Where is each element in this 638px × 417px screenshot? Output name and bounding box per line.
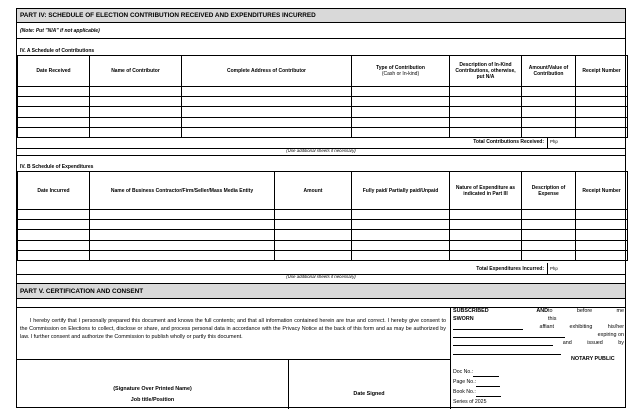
table-cell[interactable]	[352, 230, 450, 240]
job-title-label: Job title/Position	[130, 397, 175, 403]
table-cell[interactable]	[18, 127, 90, 137]
page-no-label: Page No.:	[453, 379, 477, 385]
col-contribution-receipt: Receipt Number	[576, 56, 628, 87]
contributions-total-prefix: Php	[550, 139, 558, 144]
table-cell[interactable]	[352, 97, 450, 107]
table-cell[interactable]	[522, 220, 576, 230]
col-contributor-name: Name of Contributor	[90, 56, 182, 87]
col-contribution-type: Type of Contribution (Cash or In-kind)	[352, 56, 450, 87]
table-cell[interactable]	[522, 240, 576, 250]
table-cell[interactable]	[18, 97, 90, 107]
table-cell[interactable]	[450, 97, 522, 107]
table-cell[interactable]	[18, 87, 90, 97]
table-row	[18, 107, 628, 117]
table-cell[interactable]	[352, 117, 450, 127]
table-cell[interactable]	[450, 220, 522, 230]
table-cell[interactable]	[275, 240, 352, 250]
table-cell[interactable]	[352, 240, 450, 250]
table-cell[interactable]	[90, 117, 182, 127]
expenditures-total-row	[17, 263, 625, 274]
table-cell[interactable]	[18, 210, 90, 220]
part4-note: (Note: Put "N/A" if not applicable)	[20, 28, 100, 34]
table-cell[interactable]	[450, 240, 522, 250]
table-cell[interactable]	[182, 97, 352, 107]
col-date-incurred: Date Incurred	[18, 172, 90, 210]
col-expense-receipt: Receipt Number	[576, 172, 628, 210]
doc-no-line[interactable]	[473, 370, 499, 377]
col-business-name: Name of Business Contractor/Firm/Seller/Mass Media Entity	[90, 172, 275, 210]
table-cell[interactable]	[18, 220, 90, 230]
contributions-table	[17, 55, 628, 138]
docket-block	[453, 367, 501, 407]
affiant-line[interactable]	[453, 323, 523, 330]
subscribed-rest: to before me this	[548, 308, 624, 322]
table-cell[interactable]	[90, 230, 275, 240]
col-payment-status: Fully paid/ Partially paid/Unpaid	[352, 172, 450, 210]
table-cell[interactable]	[450, 127, 522, 137]
table-cell[interactable]	[450, 210, 522, 220]
col-expense-amount: Amount	[275, 172, 352, 210]
part4-title: PART IV: SCHEDULE OF ELECTION CONTRIBUTION RECEIVED AND EXPENDITURES INCURRED	[20, 12, 316, 19]
table-cell[interactable]	[522, 97, 576, 107]
doc-no-label: Doc No.:	[453, 369, 474, 375]
expiry-line[interactable]	[453, 339, 553, 346]
col-contributor-address: Complete Address of Contributor	[182, 56, 352, 87]
section-a-title: IV. A Schedule of Contributions	[20, 48, 95, 54]
table-cell[interactable]	[90, 87, 182, 97]
table-row	[18, 230, 628, 240]
table-cell[interactable]	[352, 250, 450, 260]
table-cell[interactable]	[576, 230, 628, 240]
expenditures-total-prefix: Php	[550, 266, 558, 271]
table-cell[interactable]	[18, 240, 90, 250]
col-date-received: Date Received	[18, 56, 90, 87]
table-cell[interactable]	[90, 240, 275, 250]
divider	[288, 359, 289, 409]
table-cell[interactable]	[522, 107, 576, 117]
table-row	[18, 220, 628, 230]
table-cell[interactable]	[576, 117, 628, 127]
signature-label: (Signature Over Printed Name)	[113, 386, 192, 392]
notary-public-label: NOTARY PUBLIC	[571, 356, 615, 362]
col-expenditure-nature: Nature of Expenditure as indicated in Part III	[450, 172, 522, 210]
table-cell[interactable]	[352, 210, 450, 220]
table-cell[interactable]	[576, 97, 628, 107]
table-cell[interactable]	[90, 250, 275, 260]
contributions-header-row	[18, 56, 628, 87]
book-no-line[interactable]	[476, 390, 501, 397]
divider	[450, 307, 451, 409]
contributions-total-label: Total Contributions Received:	[473, 139, 544, 145]
issuer-line[interactable]	[453, 348, 561, 355]
table-cell[interactable]	[275, 250, 352, 260]
table-cell[interactable]	[522, 117, 576, 127]
part5-title: PART V. CERTIFICATION AND CONSENT	[20, 287, 144, 295]
table-cell[interactable]	[450, 230, 522, 240]
divider	[547, 137, 548, 148]
table-cell[interactable]	[90, 107, 182, 117]
table-row	[18, 97, 628, 107]
expenditures-additional-note: (Use additional sheets if necessary)	[286, 274, 356, 279]
expiring-text: expiring on	[597, 332, 624, 338]
table-cell[interactable]	[182, 87, 352, 97]
table-cell[interactable]	[576, 210, 628, 220]
divider	[547, 263, 548, 274]
table-cell[interactable]	[90, 210, 275, 220]
table-cell[interactable]	[450, 107, 522, 117]
divider	[17, 38, 625, 39]
table-cell[interactable]	[576, 87, 628, 97]
table-cell[interactable]	[450, 250, 522, 260]
table-cell[interactable]	[576, 250, 628, 260]
table-cell[interactable]	[275, 210, 352, 220]
table-row	[18, 210, 628, 220]
expenditures-table	[17, 171, 628, 261]
book-no-label: Book No.:	[453, 389, 476, 395]
table-cell[interactable]	[450, 117, 522, 127]
table-cell[interactable]	[352, 220, 450, 230]
form-frame	[16, 8, 626, 408]
table-cell[interactable]	[182, 127, 352, 137]
table-cell[interactable]	[18, 107, 90, 117]
id-line[interactable]	[453, 331, 565, 338]
expenditures-total-label: Total Expenditures Incurred:	[476, 266, 544, 272]
table-cell[interactable]	[522, 250, 576, 260]
col-contribution-amount: Amount/Value of Contribution	[522, 56, 576, 87]
table-cell[interactable]	[576, 107, 628, 117]
table-row	[18, 87, 628, 97]
table-row	[18, 250, 628, 260]
date-signed-label: Date Signed	[353, 391, 385, 397]
table-cell[interactable]	[18, 250, 90, 260]
contributions-additional-note: (Use additional sheets if necessary)	[286, 148, 356, 153]
col-inkind-description: Description of In-Kind Contributions, otherwise, put N/A	[450, 56, 522, 87]
notary-block	[453, 307, 624, 355]
subscribed-label: SUBSCRIBED AND SWORN	[453, 308, 549, 322]
table-cell[interactable]	[576, 240, 628, 250]
table-cell[interactable]	[18, 230, 90, 240]
table-cell[interactable]	[182, 117, 352, 127]
contributions-total-row	[17, 137, 625, 148]
table-row	[18, 240, 628, 250]
table-cell[interactable]	[522, 230, 576, 240]
table-cell[interactable]	[522, 87, 576, 97]
table-cell[interactable]	[275, 230, 352, 240]
certification-statement: I hereby certify that I personally prepared this document and knows the full contents; and that all information contained herein are true and correct. I hereby give consent to the Commission on Elections to collect, disclose or share, and process personal data in accordance with the Privacy Notice at the back of this form and as may be authorized by law. I further consent and authorize the Commission to publish wholly or partly this document.	[20, 318, 446, 340]
table-row	[18, 127, 628, 137]
issued-text: and issued by	[562, 340, 624, 346]
table-cell[interactable]	[576, 220, 628, 230]
table-cell[interactable]	[450, 87, 522, 97]
table-cell[interactable]	[352, 107, 450, 117]
table-cell[interactable]	[352, 87, 450, 97]
table-cell[interactable]	[18, 117, 90, 127]
affiant-text: affiant exhibiting his/her	[539, 324, 624, 330]
table-cell[interactable]	[522, 210, 576, 220]
table-cell[interactable]	[90, 127, 182, 137]
table-row	[18, 117, 628, 127]
table-cell[interactable]	[522, 127, 576, 137]
section-b-title: IV. B Schedule of Expenditures	[20, 164, 94, 170]
table-cell[interactable]	[90, 97, 182, 107]
part5-title-band	[17, 283, 625, 299]
expenditures-header-row	[18, 172, 628, 210]
page-no-line[interactable]	[476, 380, 500, 387]
divider	[17, 359, 450, 360]
table-cell[interactable]	[275, 220, 352, 230]
series-label: Series of 2025	[453, 399, 487, 405]
col-expense-description: Description of Expense	[522, 172, 576, 210]
table-cell[interactable]	[182, 107, 352, 117]
table-cell[interactable]	[576, 127, 628, 137]
divider	[17, 155, 625, 156]
table-cell[interactable]	[90, 220, 275, 230]
table-cell[interactable]	[352, 127, 450, 137]
part4-title-band	[17, 9, 625, 23]
